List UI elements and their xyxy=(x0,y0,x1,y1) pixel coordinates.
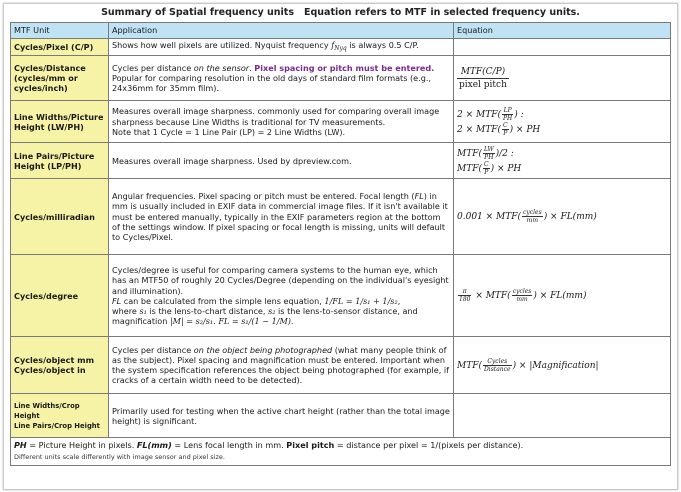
eq-denominator: 180 xyxy=(459,296,471,304)
eq-fraction xyxy=(483,146,495,161)
app-milliradian xyxy=(109,179,454,255)
eq-fraction xyxy=(458,288,471,303)
unit-cycles-distance: Cycles/Distance (cycles/mm or cycles/inch) xyxy=(11,56,109,101)
symbol-s1: s₁ xyxy=(139,305,147,316)
app-text: Shows how well pixels are utilized. Nyquist frequency xyxy=(112,40,329,50)
footer-ph-key: PH xyxy=(14,440,27,451)
app-text: . xyxy=(290,316,294,327)
header-equation: Equation xyxy=(454,23,671,39)
unit-lw-ph: Line Widths/Picture Height (LW/PH) xyxy=(11,101,109,143)
eq-denominator: mm xyxy=(516,296,528,304)
unit-lw-crop: Line Widths/Crop Height xyxy=(14,401,80,420)
eq-denominator: PH xyxy=(484,153,494,161)
app-text: Popular for comparing resolution in the old days of standard film formats (e.g., 24x36mm for 35mm film). xyxy=(112,73,432,94)
title-note: Equation refers to MTF in selected frequency units. xyxy=(304,7,580,18)
header-row xyxy=(11,23,671,39)
header-application: Application xyxy=(109,23,454,39)
eq-part: ) × PH xyxy=(490,163,522,174)
footer-pp-key: Pixel pitch xyxy=(286,440,335,451)
app-text: is the lens-to-sensor distance, and xyxy=(275,305,418,316)
footer-fl-text: = Lens focal length in mm. xyxy=(171,440,287,451)
eq-part: ) × |Magnification| xyxy=(512,360,599,371)
eq-numerator: cycles xyxy=(512,288,532,296)
eq-numerator: Cycles xyxy=(483,358,512,366)
eq-lp-ph xyxy=(454,143,671,179)
app-lp-ph: Measures overall image sharpness. Used by dpreview.com. xyxy=(109,143,454,179)
eq-object xyxy=(454,337,671,394)
eq-part: MTF( xyxy=(457,360,482,371)
eq-lw-ph xyxy=(454,101,671,143)
app-text: Cycles per distance xyxy=(112,62,194,73)
app-text: Cycles per distance xyxy=(112,344,194,355)
row-lw-ph xyxy=(11,101,671,143)
eq-numerator: LP xyxy=(503,106,512,114)
eq-fraction xyxy=(483,358,512,373)
app-degree xyxy=(109,255,454,337)
eq-part: MTF( xyxy=(457,148,482,159)
app-text: is the lens-to-chart distance, xyxy=(146,305,269,316)
footer-note: Different units scale differently with image sensor and pixel size. xyxy=(14,453,225,462)
app-lw-ph xyxy=(109,101,454,143)
eq-fraction xyxy=(522,209,543,224)
app-text: where xyxy=(112,305,140,316)
app-emphasis: on the object being photographed xyxy=(193,344,333,355)
eq-part: )/2 : xyxy=(495,148,514,159)
eq-milliradian xyxy=(454,179,671,255)
eq-denominator: pixel pitch xyxy=(459,79,507,90)
eq-part: × MTF( xyxy=(472,291,511,302)
app-note: Note that 1 Cycle = 1 Line Pair (LP) = 2 Line Widths (LW). xyxy=(112,126,346,137)
app-emphasis: FL xyxy=(414,191,424,202)
app-text: Angular frequencies. Pixel spacing or pitch must be entered. Focal length ( xyxy=(112,191,415,202)
eq-part: ) × PH xyxy=(509,124,541,135)
nyquist-subscript: Nyq xyxy=(334,45,347,52)
row-object xyxy=(11,337,671,394)
app-text: , xyxy=(397,295,401,306)
symbol-s2: s₂ xyxy=(268,305,276,316)
row-degree xyxy=(11,255,671,337)
eq-cycles-distance xyxy=(454,56,671,101)
eq-numerator: C xyxy=(483,160,489,168)
app-text: Measures overall image sharpness. commonly used for comparing overall image sharpness because Line Widths is traditional for TV measurements. xyxy=(112,106,440,127)
eq-part: ) × FL(mm) xyxy=(543,212,597,223)
app-text: . xyxy=(249,62,255,73)
eq-cycles-pixel xyxy=(454,39,671,56)
eq-denominator: P xyxy=(484,168,489,176)
unit-lp-ph: Line Pairs/Picture Height (LP/PH) xyxy=(11,143,109,179)
eq-fraction xyxy=(502,107,513,122)
unit-cycles-pixel: Cycles/Pixel (C/P) xyxy=(11,39,109,56)
app-text: magnification xyxy=(112,316,170,327)
app-highlight: Pixel spacing or pitch must be entered. xyxy=(254,62,435,73)
app-text: . xyxy=(213,316,219,327)
title-main: Summary of Spatial frequency units xyxy=(101,7,294,18)
eq-part: ) : xyxy=(514,109,524,120)
unit-degree: Cycles/degree xyxy=(11,255,109,337)
eq-part: MTF( xyxy=(457,163,482,174)
eq-part: 2 × MTF( xyxy=(457,124,501,135)
unit-object-mm: Cycles/object mm xyxy=(14,355,95,365)
eq-denominator: P xyxy=(503,129,508,137)
app-cycles-pixel xyxy=(109,39,454,56)
magnification-equation: |M| = s₂/s₁ xyxy=(169,316,214,327)
row-milliradian xyxy=(11,179,671,255)
eq-numerator: MTF(C/P) xyxy=(457,66,509,79)
eq-part: 2 × MTF( xyxy=(457,109,501,120)
unit-object-in: Cycles/object in xyxy=(14,365,86,376)
unit-milliradian: Cycles/milliradian xyxy=(11,179,109,255)
eq-numerator: C xyxy=(502,121,508,129)
table-title xyxy=(0,7,681,18)
row-crop xyxy=(11,394,671,438)
header-unit: MTF Unit xyxy=(11,23,109,39)
lens-equation: 1/FL = 1/s₁ + 1/s₂ xyxy=(324,295,398,306)
eq-denominator: PH xyxy=(502,114,513,122)
app-text: (what many people think of as the subject). Pixel spacing and magnification must be entered. Important when the system specification references the object being photographed (for example, if cracks of a certain width need to be detected). xyxy=(112,344,449,386)
app-text: ) in mm is usually included in EXIF data in commercial image files. If it isn't available it must be entered manually, typically in the EXIF parameters region at the bottom of the settings window. If pixel spacing or focal length is missing, units will default to Cycles/Pixel. xyxy=(112,191,448,242)
eq-crop xyxy=(454,394,671,438)
eq-fraction xyxy=(512,288,533,303)
eq-numerator: cycles xyxy=(523,209,542,217)
app-cycles-distance xyxy=(109,56,454,101)
eq-fraction xyxy=(483,161,490,176)
app-crop: Primarily used for testing when the active chart height (rather than the total image height) is significant. xyxy=(109,394,454,438)
app-text: can be calculated from the simple lens equation, xyxy=(121,295,325,306)
footer-pp-text: = distance per pixel = 1/(pixels per distance). xyxy=(334,440,524,451)
footer-row xyxy=(11,438,671,466)
unit-object xyxy=(11,337,109,394)
unit-lp-crop: Line Pairs/Crop Height xyxy=(14,421,100,430)
nyquist-symbol: f xyxy=(331,40,335,50)
eq-denominator: mm xyxy=(526,217,539,225)
eq-part: 0.001 × MTF( xyxy=(457,212,522,223)
row-cycles-distance xyxy=(11,56,671,101)
eq-fraction xyxy=(457,66,509,91)
app-emphasis: FL xyxy=(112,295,122,306)
table-footer xyxy=(11,438,671,466)
app-object xyxy=(109,337,454,394)
eq-part: ) × FL(mm) xyxy=(533,291,587,302)
footer-fl-key: FL(mm) xyxy=(136,440,172,451)
row-lp-ph xyxy=(11,143,671,179)
eq-degree xyxy=(454,255,671,337)
eq-numerator: π xyxy=(458,288,471,296)
app-emphasis: on the sensor xyxy=(193,62,250,73)
eq-numerator: LW xyxy=(483,145,494,153)
unit-crop xyxy=(11,394,109,438)
footer-ph-text: = Picture Height in pixels. xyxy=(26,440,137,451)
eq-fraction xyxy=(502,122,509,137)
app-text: is always 0.5 C/P. xyxy=(346,40,419,50)
mtf-units-table xyxy=(10,22,671,466)
eq-denominator: Distance xyxy=(483,365,511,373)
app-text: Cycles/degree is useful for comparing camera systems to the human eye, which has an MTF50 of roughly 20 Cycles/Degree (depending on the individual's eyesight and illumination). xyxy=(112,265,449,296)
row-cycles-pixel xyxy=(11,39,671,56)
focal-length-equation: FL = s₁/(1 − 1/M) xyxy=(218,316,291,327)
